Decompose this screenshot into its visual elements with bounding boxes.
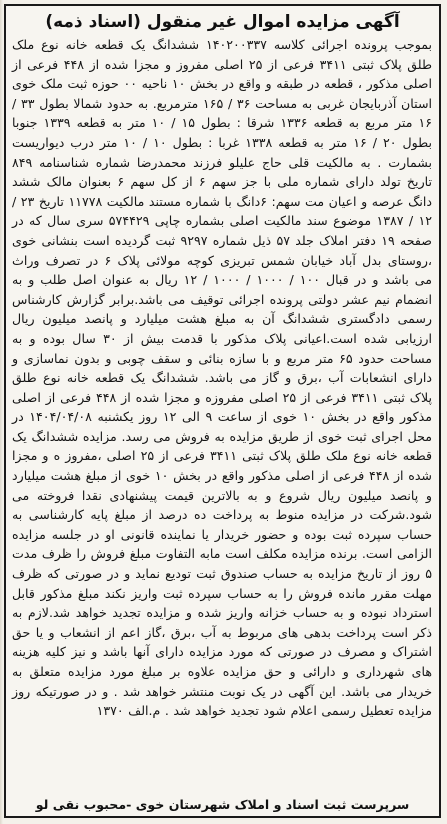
notice-body: بموجب پرونده اجرائی کلاسه ۱۴۰۲۰۰۳۳۷ ششدانگ یک قطعه خانه نوع ملک طلق پلاک ثبتی ۳۴۱۱ فرعی از ۲۵ اصلی مفروز و مجزا شده از ۴۴۸ فرعی از اصلی مذکور ، قطعه در طبقه و واقع در بخش ۱۰ ناحیه ۰۰ حوزه ثبت ملک خوی استان آذربایجان غربی به مساحت ۳۶ / ۱۶۵ مترمربع. به حدود شمالا بطول ۳۳ / ۱۶ متر مربع به قطعه ۱۳۳۶ شرقا : بطول ۱۵ / ۱۰ متر به قطعه ۱۳۳۹ جنوبا بطول ۲۰ / ۱۶ متر به قطعه ۱۳۳۸ غربا : بطول ۱۰ / ۱۰ متر درب دیواریست بشمارت . به مالکیت قلی حاج علیلو فرزند محمدرضا شماره شناسنامه ۸۴۹ تاریخ تولد دارای شماره ملی با جز سهم ۶ از کل سهم ۶ بعنوان مالک ششد دانگ عرصه و اعیان مت سهم: ۶دانگ با شماره مستند مالکیت ۱۱۷۷۸ تاریخ ۲۳ / ۱۲ / ۱۳۸۷ موضوع سند مالکیت اصلی بشماره چاپی ۵۷۴۴۲۹ سری سال که در صفحه ۱۹ دفتر املاک جلد ۵۷ ذیل شماره ۹۲۹۷ ثبت گردیده است بنشانی خوی ،روستای بدل آباد خیابان شمس تبریزی کوچه مولائی پلاک ۶ در تصرف وراث می باشد و در قبال ۱۰۰ / ۱۰۰۰ / ۱۰۰۰ / ۱۲ ریال به عنوان اصل طلب و به انضمام نیم عشر دولتی پرونده اجرائی توقیف می باشد.برابر گزارش کارشناس رسمی دادگستری ششدانگ آن به مبلغ هشت میلیارد و پانصد میلیون ریال ارزیابی شده است.اعیانی پلاک مذکور با قدمت بیش از ۳۰ سال بوده و به مساحت حدود ۶۵ متر مربع و با سازه بنائی و سقف چوبی و بدون نماسازی و دارای انشعابات آب ،برق و گاز می باشد. ششدانگ یک قطعه خانه نوع طلق پلاک ثبتی ۳۴۱۱ فرعی از ۲۵ اصلی مفروزه و مجزا شده از ۴۴۸ فرعی از اصلی مذکور واقع در بخش ۱۰ خوی از ساعت ۹ الی ۱۲ روز یکشنبه ۱۴۰۴/۰۴/۰۸ در محل اجرای ثبت خوی از طریق مزایده به فروش می رسد. مزایده ششدانگ یک قطعه خانه نوع ملک طلق پلاک ثبتی ۳۴۱۱ فرعی از ۲۵ اصلی ،مفروز ه و مجزا شده از ۴۴۸ فرعی از اصلی مذکور واقع در بخش ۱۰ خوی از مبلغ هشت میلیارد و پانصد میلیون ریال شروع و به بالاترین قیمت پیشنهادی نقدا فروخته می شود.شرکت در مزایده منوط به پرداخت ده درصد از مبلغ پایه کارشناسی به حساب سپرده ثبت بوده و حضور خریدار یا نماینده قانونی او در جلسه مزایده الزامی است. برنده مزایده مکلف است مابه التفاوت مبلغ فروش را ظرف مدت ۵ روز از تاریخ مزایده به حساب صندوق ثبت تودیع نماید و در صورتی که ظرف مهلت مقرر مانده فروش را به حساب سپرده ثبت واریز نکند مبلغ مذکور قابل استرداد نبوده و به حساب خزانه واریز شده و مزایده تجدید خواهد شد.لازم به ذکر است پرداخت بدهی های مربوط به آب ،برق ،گاز اعم از انشعاب و یا حق اشتراک و مصرف در صورتی که مورد مزایده دارای آنها باشد و نیز کلیه هزینه های شهرداری و دارائی و حق مزایده علاوه بر مبلغ مورد مزایده متعلق به خریدار می باشد. این آگهی در یک نوبت منتشر خواهد شد . و در صورتیکه روز مزایده تعطیل رسمی اعلام شود تجدید خواهد شد . م.الف ۱۳۷۰ (12, 37, 433, 719)
auction-notice (4, 4, 441, 818)
page-left-edge (0, 0, 3, 824)
notice-signature: سرپرست ثبت اسناد و املاک شهرستان خوی -محبوب نقی لو (35, 797, 410, 812)
notice-title: آگهی مزایده اموال غیر منقول (اسناد ذمه) (45, 12, 400, 32)
